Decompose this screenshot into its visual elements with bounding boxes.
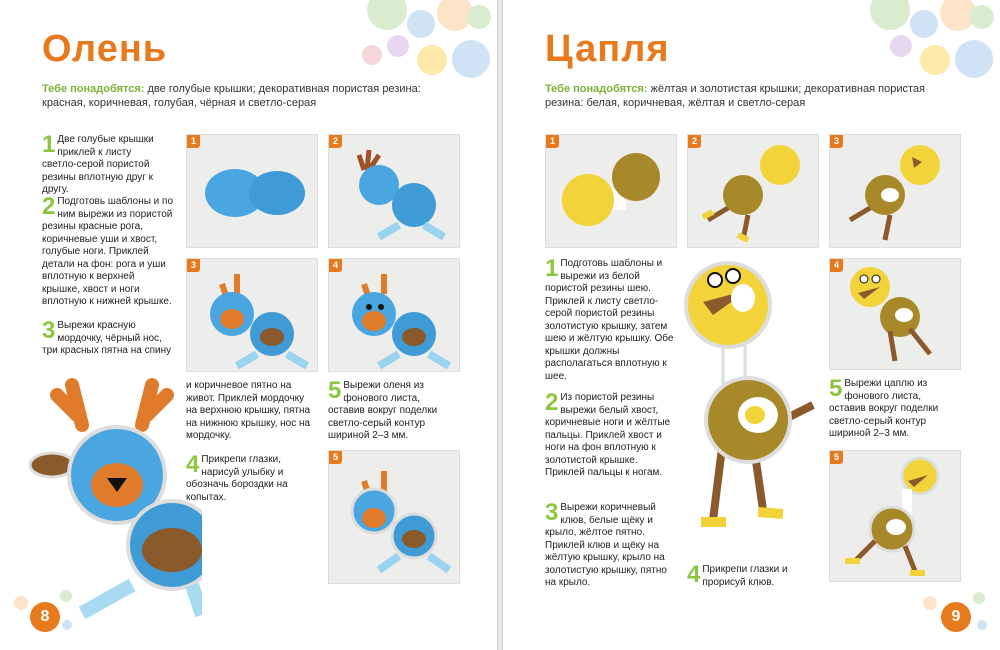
heron-step5-illustration xyxy=(830,451,960,581)
photo-step-4: 4 xyxy=(829,258,961,370)
step-3-continued: и коричневое пятно на живот. Приклей мордочку на верхнюю крышку, пятна на нижнюю крышку, нос на мордочку. xyxy=(186,380,311,441)
deer-step3-illustration xyxy=(187,259,317,371)
step-5: 5 Вырежи оленя из фонового листа, оставив вокруг поделки светло-серый контур шириной 2–3 мм. xyxy=(328,377,438,441)
heron-step1-illustration xyxy=(546,135,676,247)
photo-step-1: 1 xyxy=(186,134,318,248)
deer-step5-illustration xyxy=(329,451,459,583)
page-title: Олень xyxy=(42,28,168,70)
photo-step-5: 5 xyxy=(829,450,961,582)
photo-step-1: 1 xyxy=(545,134,677,248)
step-4: 4 Прикрепи глазки и прорисуй клюв. xyxy=(687,561,788,588)
photo-step-3: 3 xyxy=(186,258,318,372)
heron-step4-illustration xyxy=(830,259,960,369)
materials-text: Тебе понадобятся: две голубые крышки; декоративная пористая резина: красная, коричневая, голубая, чёрная и светло-серая xyxy=(42,83,421,109)
decorative-dots xyxy=(347,0,497,95)
heron-step2-illustration xyxy=(688,135,818,247)
photo-step-2: 2 xyxy=(687,134,819,248)
page-title: Цапля xyxy=(545,28,670,70)
deer-step1-illustration xyxy=(187,135,317,247)
deer-final-illustration xyxy=(22,370,202,620)
page-number: 9 xyxy=(941,602,971,632)
left-page xyxy=(0,0,497,650)
heron-step3-illustration xyxy=(830,135,960,247)
photo-step-5: 5 xyxy=(328,450,460,584)
step-1: 1 Подготовь шаблоны и вырежи из белой пористой резины шею. Приклей к листу светло-серой пористой резины золотистую крышку, затем шею и жёлтую крышку. Обе крышки должны располагаться вплотную к шее. xyxy=(545,255,674,382)
photo-step-3: 3 xyxy=(829,134,961,248)
step-2: 2 Подготовь шаблоны и по ним вырежи из пористой резины красные рога, коричневые уши и хвост, голубые ноги. Приклей детали на фон: рога и уши вплотную к верхней крышке, хвост и ноги вплотную к нижней крышке. xyxy=(42,193,174,307)
step-4: 4 Прикрепи глазки, нарисуй улыбку и обозначь бороздки на копытах. xyxy=(186,451,288,503)
deer-step4-illustration xyxy=(329,259,459,371)
photo-step-2: 2 xyxy=(328,134,460,248)
decorative-dots xyxy=(850,0,1000,95)
page-number: 8 xyxy=(30,602,60,632)
step-1: 1 Две голубые крышки приклей к листу светло-серой пористой резины вплотную друг к другу. xyxy=(42,131,154,195)
step-3: 3 Вырежи красную мордочку, чёрный нос, три красных пятна на спину xyxy=(42,317,172,356)
materials-text: Тебе понадобятся: жёлтая и золотистая крышки; декоративная пористая резина: белая, коричневая, жёлтая и светло-серая xyxy=(545,83,925,109)
step-2: 2 Из пористой резины вырежи белый хвост, коричневые ноги и жёлтые пальцы. Приклей хвост и ноги на фон вплотную к золотистой крышке. Приклей пальцы к ногам. xyxy=(545,389,671,478)
deer-step2-illustration xyxy=(329,135,459,247)
materials-label: Тебе понадобятся: xyxy=(545,83,648,95)
right-page xyxy=(503,0,1000,650)
step-5: 5 Вырежи цаплю из фонового листа, оставив вокруг поделки светло-серый контур шириной 2–3 мм. xyxy=(829,375,939,439)
heron-final-illustration xyxy=(683,250,833,550)
materials-label: Тебе понадобятся: xyxy=(42,83,145,95)
photo-step-4: 4 xyxy=(328,258,460,372)
step-3: 3 Вырежи коричневый клюв, белые щёку и крыло, жёлтое пятно. Приклей клюв и щёку на жёлтую крышку, крыло на золотистую крышку, пятно на крыло. xyxy=(545,499,667,588)
